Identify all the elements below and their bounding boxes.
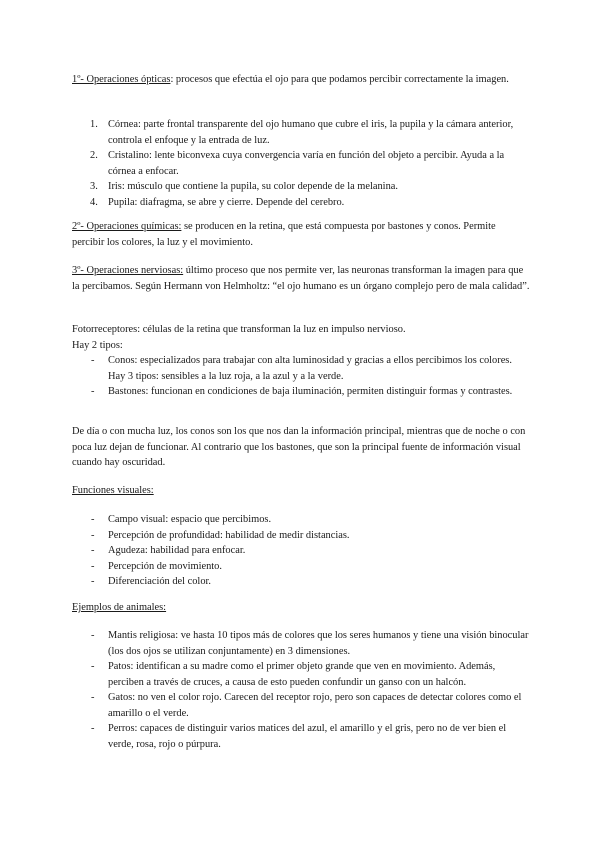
list-item [72,628,530,659]
optical-paragraph [72,72,530,88]
dash-bullet: - [91,630,95,641]
list-item-text: Bastones: funcionan en condiciones de baja iluminación, permiten distinguir formas y contrastes. [108,386,513,397]
list-number: 3. [90,181,98,192]
list-item-text: Percepción de movimiento. [108,560,222,572]
dash-bullet: - [91,514,95,525]
list-item [72,721,530,752]
optical-list-container [72,117,530,210]
list-item [72,574,530,590]
list-item-text: Conos: especializados para trabajar con alta luminosidad y gracias a ellos percibimos los colores. Hay 3 tipos: sensibles a la luz roja, a la azul y a la verde. [108,355,512,382]
section-photoreceptors [72,322,530,400]
optical-heading: 1º- Operaciones ópticas [72,74,171,85]
visual-functions-list-container [72,512,530,590]
dash-bullet: - [91,386,95,397]
animals-list-container [72,628,530,752]
list-item-text: Cristalino: lente biconvexa cuya convergencia varía en función del objeto a percibir. Ayuda a la córnea a enfocar. [108,150,505,177]
animals-heading: Ejemplos de animales: [72,602,167,613]
optical-list [72,117,530,210]
dash-bullet: - [91,560,95,572]
dash-bullet: - [91,576,95,587]
nervous-heading: 3º- Operaciones nerviosas: [72,265,184,276]
chemical-text: se producen en la retina, que está compuesta por bastones y conos. Permite percibir los colores, la luz y el movimiento. [72,221,496,248]
list-item-text: Córnea: parte frontal transparente del ojo humano que cubre el iris, la pupila y la cámara anterior, controla el enfoque y la entrada de luz. [108,119,514,146]
visual-functions-heading: Funciones visuales: [72,485,154,496]
list-item [72,179,530,195]
list-item [72,528,530,544]
section-optical [72,72,530,88]
list-item [72,353,530,384]
list-item [72,117,530,148]
photoreceptor-list [72,353,530,400]
list-item [72,659,530,690]
chemical-heading: 2º- Operaciones químicas: [72,221,182,232]
list-item-text: Patos: identifican a su madre como el primer objeto grande que ven en movimiento. Además, perciben a través de cruces, a causa de esto pueden confundir un ganso con un halcón. [108,661,496,688]
list-item-text: Perros: capaces de distinguir varios matices del azul, el amarillo y el gris, pero no de ver bien el verde, rosa, rojo o púrpura. [108,723,507,750]
list-item [72,690,530,721]
dash-bullet: - [91,545,95,556]
list-number: 4. [90,196,98,208]
list-item [72,543,530,559]
nervous-text: último proceso que nos permite ver, las neuronas transforman la imagen para que la percibamos. Según Hermann von Helmholtz: “el ojo humano es un órgano complejo pero de mala calidad”. [72,265,530,292]
section-visual-functions [72,483,530,499]
list-item [72,384,530,400]
section-chemical [72,219,530,250]
list-number: 1. [90,119,98,130]
list-item [72,512,530,528]
photoreceptors-line2: Hay 2 tipos: [72,339,123,351]
list-item-text: Agudeza: habilidad para enfocar. [108,545,246,556]
list-item [72,195,530,211]
dash-bullet: - [91,529,95,541]
section-daynight [72,424,530,471]
dash-bullet: - [91,355,95,366]
animals-list [72,628,530,752]
chemical-paragraph [72,219,530,250]
section-animals [72,600,530,616]
list-item-text: Campo visual: espacio que percibimos. [108,514,272,525]
nervous-paragraph [72,263,530,294]
dash-bullet: - [91,692,95,703]
list-item-text: Diferenciación del color. [108,576,211,587]
list-item [72,559,530,575]
optical-text: : procesos que efectúa el ojo para que podamos percibir correctamente la imagen. [170,74,509,85]
dash-bullet: - [91,661,95,672]
visual-functions-list [72,512,530,590]
list-item-text: Gatos: no ven el color rojo. Carecen del receptor rojo, pero son capaces de detectar colores como el amarillo o el verde. [108,692,522,719]
list-item-text: Percepción de profundidad: habilidad de medir distancias. [108,529,350,541]
dash-bullet: - [91,723,95,734]
daynight-paragraph: De día o con mucha luz, los conos son los que nos dan la información principal, mientras que de noche o con poca luz dejan de funcionar. Al contrario que los bastones, que son la principal fuente de información visual cuando hay oscuridad. [72,426,526,468]
photoreceptors-line1: Fotorreceptores: células de la retina que transforman la luz en impulso nervioso. [72,324,406,335]
list-item-text: Mantis religiosa: ve hasta 10 tipos más de colores que los seres humanos y tiene una visión binocular (los dos ojos se utilizan conjuntamente) en 3 dimensiones. [108,630,529,657]
list-number: 2. [90,150,98,161]
section-nervous [72,263,530,294]
list-item [72,148,530,179]
list-item-text: Pupila: diafragma, se abre y cierre. Depende del cerebro. [108,196,345,208]
list-item-text: Iris: músculo que contiene la pupila, su color depende de la melanina. [108,181,398,192]
